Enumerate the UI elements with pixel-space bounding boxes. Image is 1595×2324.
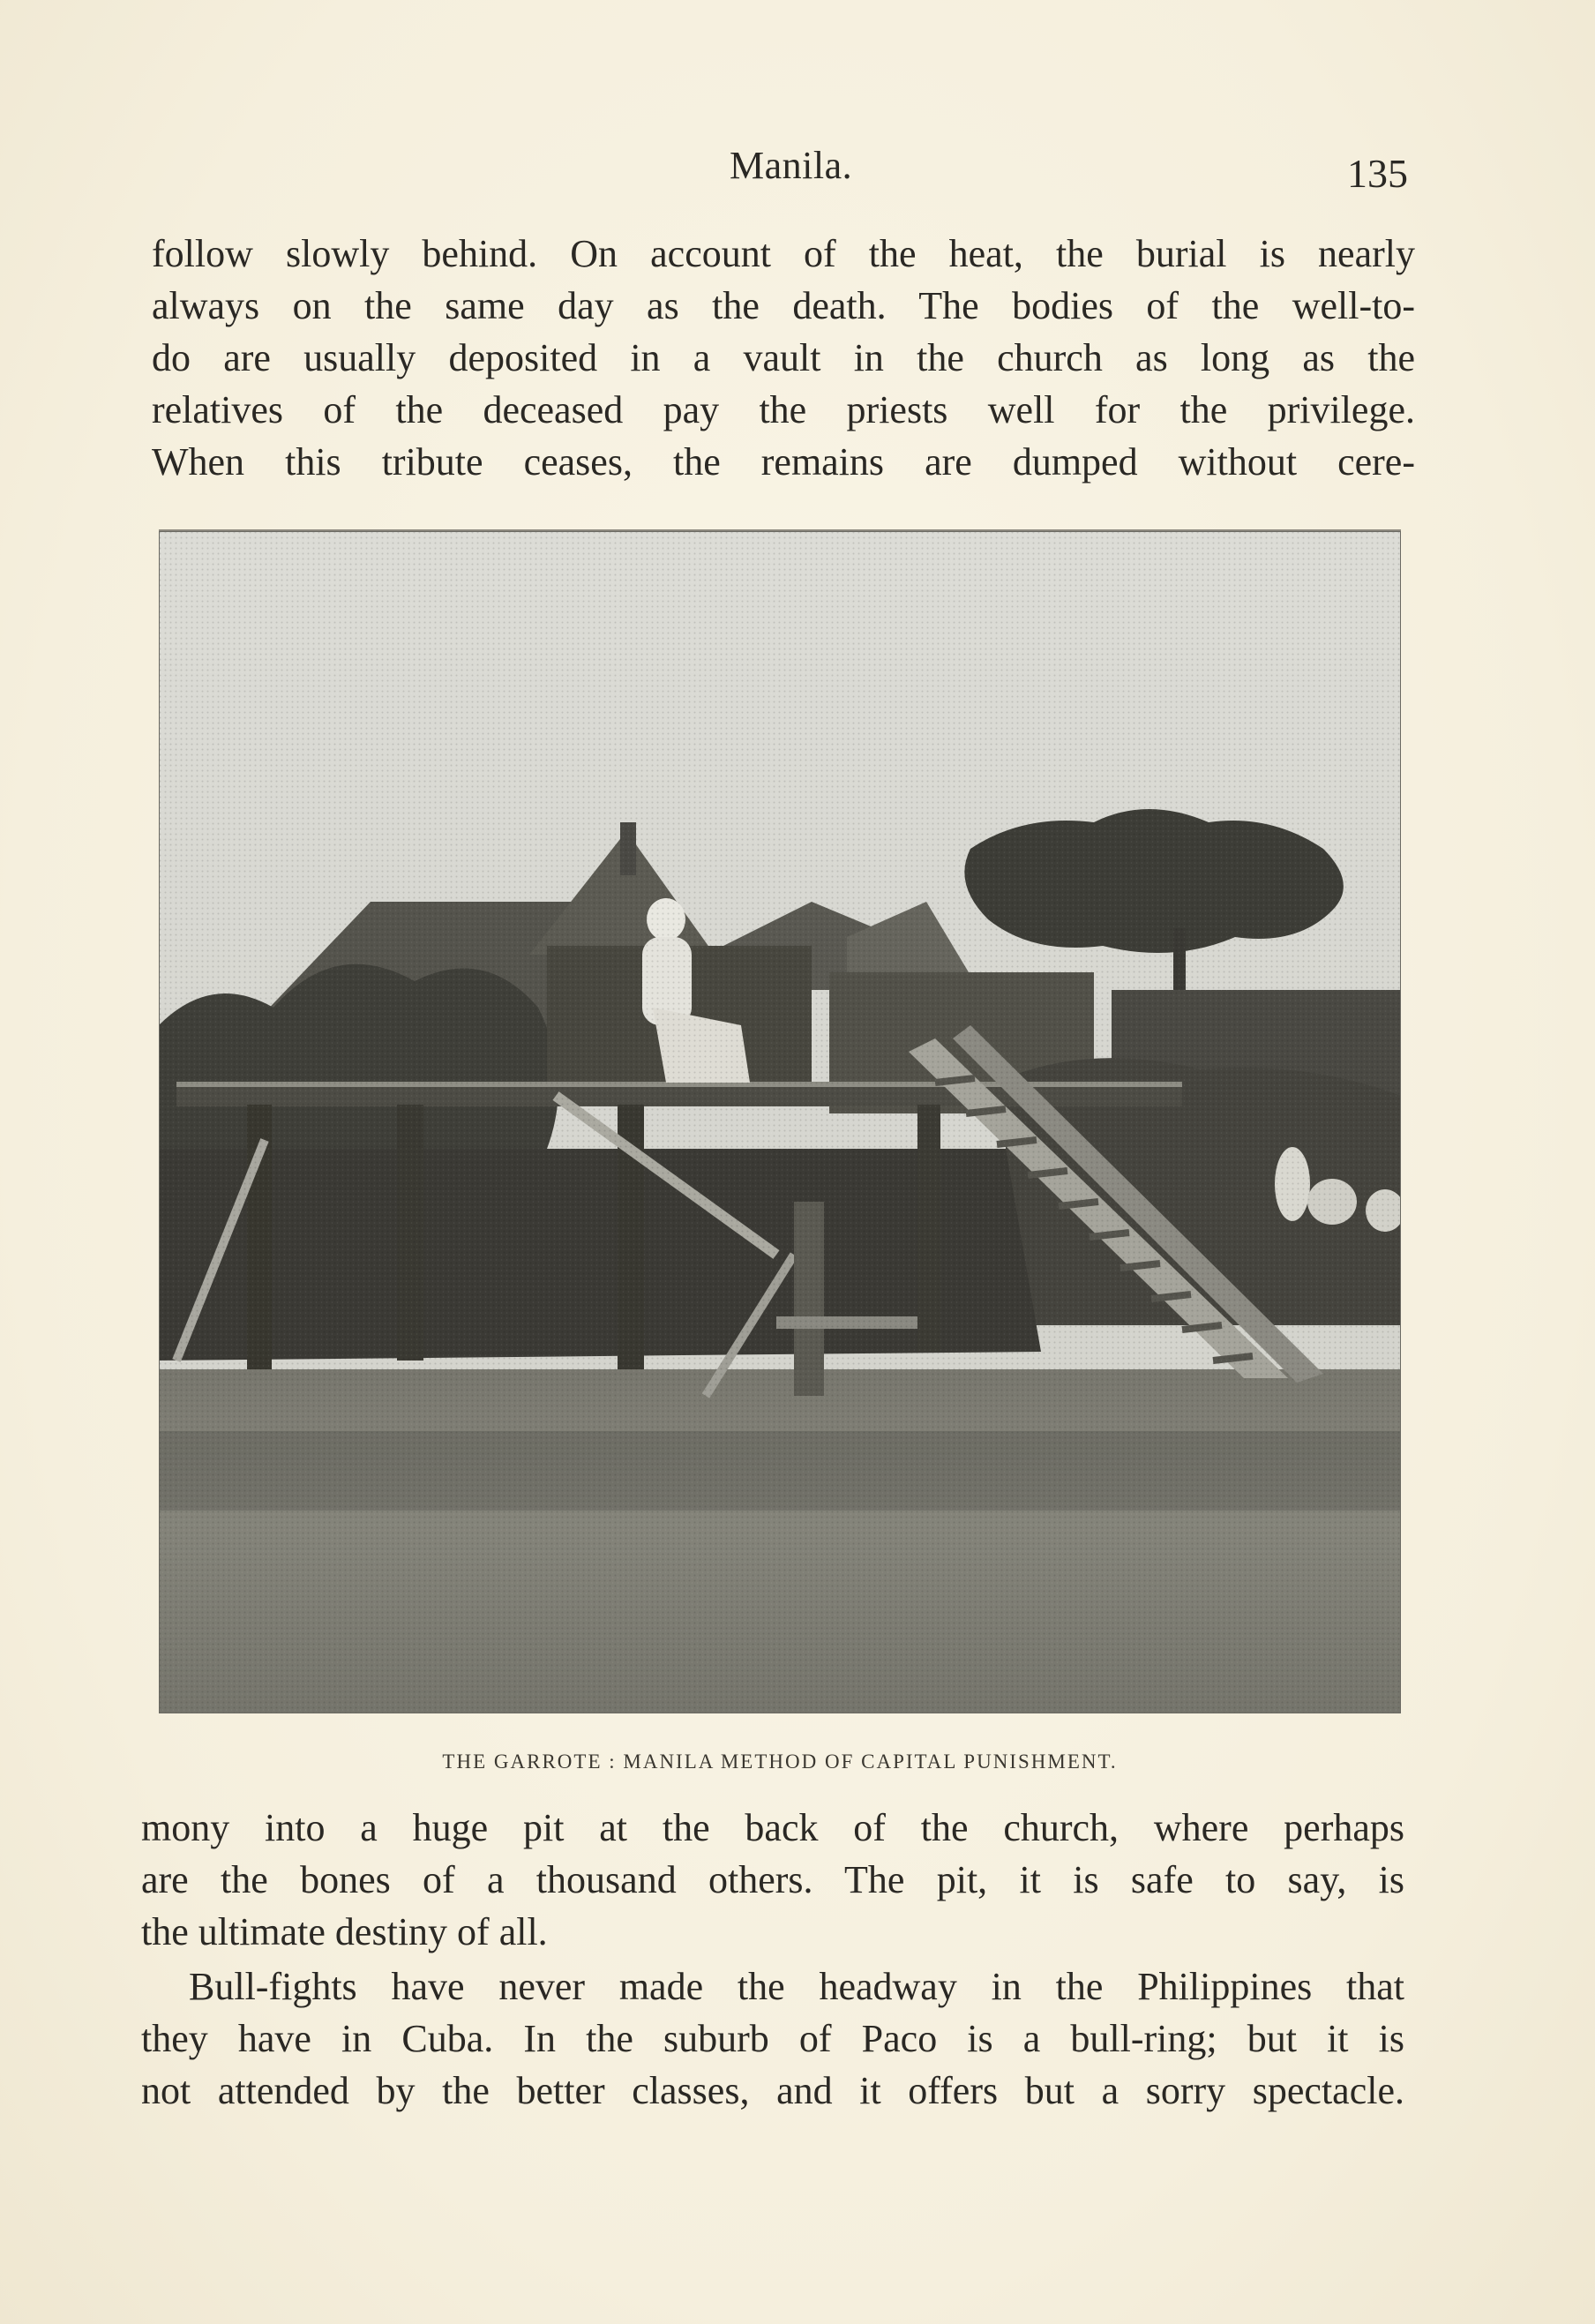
text-line: follow slowly behind. On account of the heat, the burial is nearly xyxy=(152,232,1415,275)
text-line: they have in Cuba. In the suburb of Paco is a bull-ring; but it is xyxy=(141,2017,1404,2060)
text-line: mony into a huge pit at the back of the church, where perhaps xyxy=(141,1806,1404,1849)
halftone-photograph xyxy=(159,529,1401,1713)
text-line: When this tribute ceases, the remains are dumped without cere- xyxy=(152,440,1415,484)
page-number: 135 xyxy=(1347,151,1408,196)
text-line: always on the same day as the death. The bodies of the well-to- xyxy=(152,284,1415,327)
paragraph-bull-fights xyxy=(141,1960,1404,2117)
text-line: are the bones of a thousand others. The pit, it is safe to say, is xyxy=(141,1858,1404,1901)
text-line: do are usually deposited in a vault in the church as long as the xyxy=(152,336,1415,379)
text-line: the ultimate destiny of all. xyxy=(141,1910,548,1953)
text-line: relatives of the deceased pay the priests well for the privilege. xyxy=(152,388,1415,431)
running-title: Manila. xyxy=(730,144,853,187)
text-line: not attended by the better classes, and it offers but a sorry spectacle. xyxy=(141,2069,1404,2112)
text-line: Bull-fights have never made the headway in the Philippines that xyxy=(189,1965,1404,2008)
paragraph-top xyxy=(152,228,1415,488)
figure-caption: THE GARROTE : MANILA METHOD OF CAPITAL PUNISHMENT. xyxy=(442,1750,1118,1773)
paragraph-continued xyxy=(141,1802,1404,1958)
